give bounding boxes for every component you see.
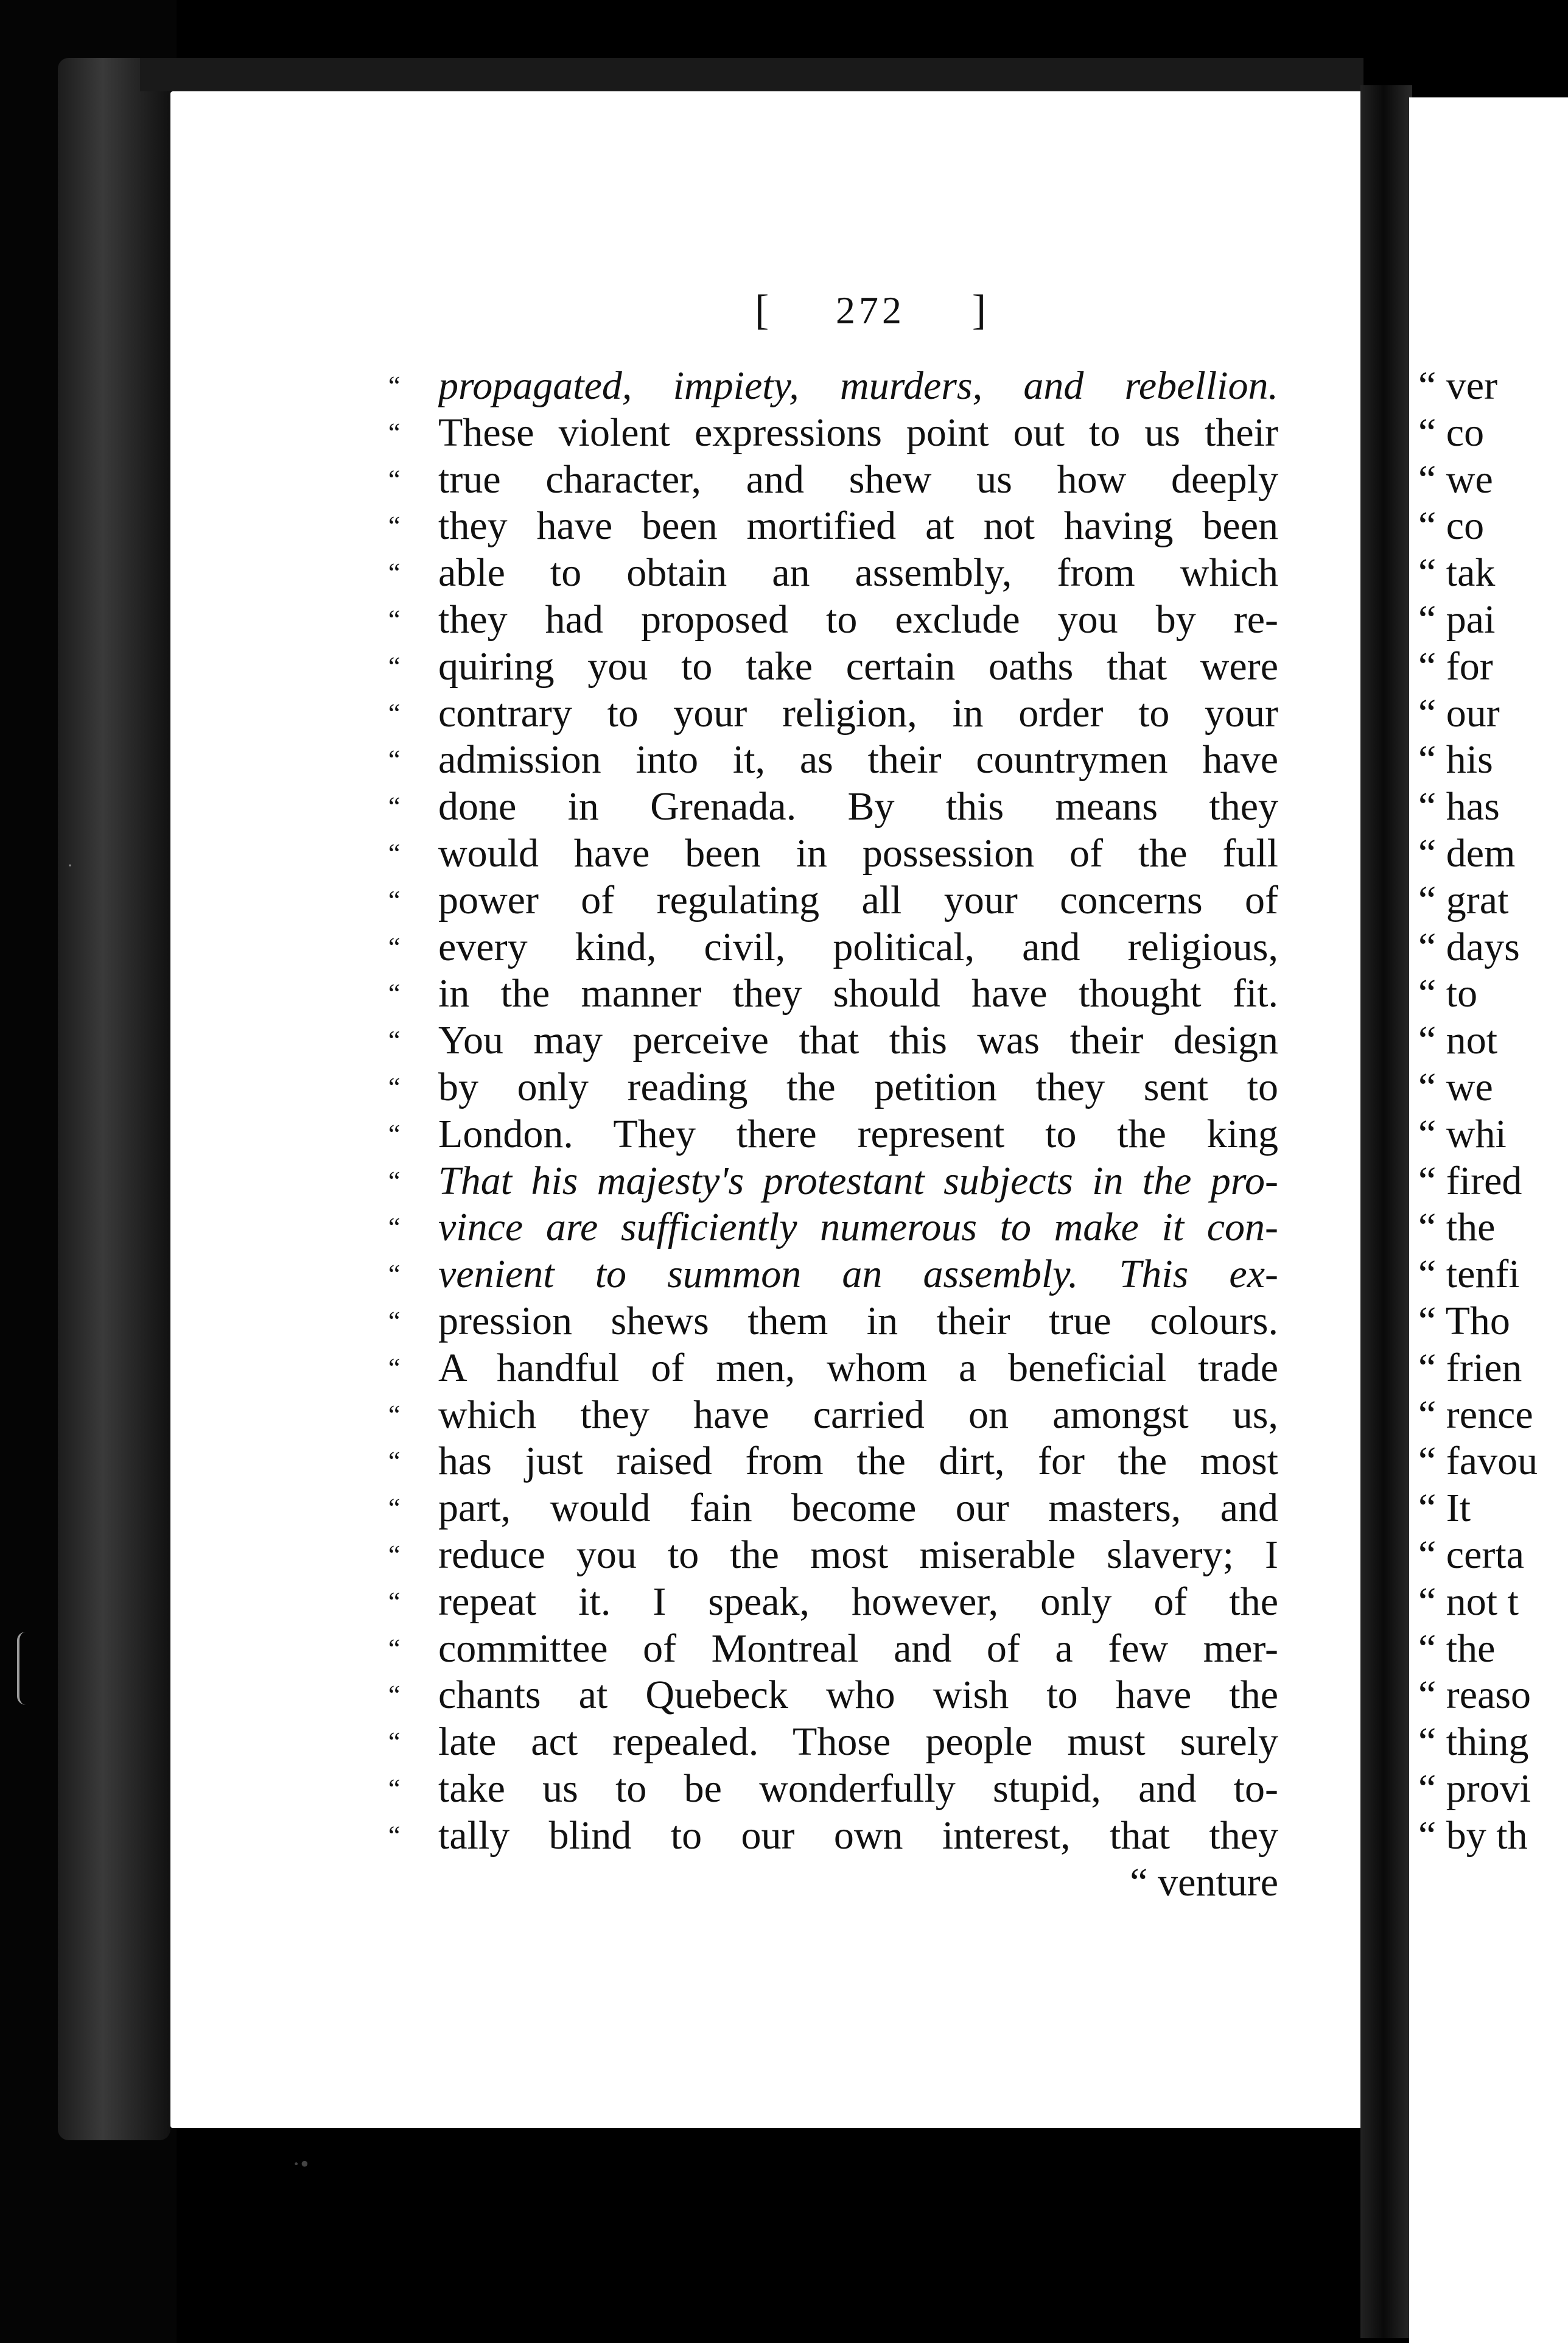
line-text: vince are sufficiently numerous to make it con- bbox=[438, 1205, 1278, 1250]
line-text: by only reading the petition they sent to bbox=[438, 1064, 1278, 1109]
text-line bbox=[388, 1298, 1278, 1345]
line-text: they had proposed to exclude you by re- bbox=[438, 597, 1278, 642]
quote-mark: “ bbox=[388, 1539, 401, 1570]
text-line bbox=[388, 784, 1278, 831]
text-line bbox=[388, 1251, 1278, 1298]
quote-mark: “ bbox=[388, 1493, 401, 1523]
quote-mark: “ bbox=[388, 1680, 401, 1710]
text-line bbox=[388, 410, 1278, 457]
line-text: would have been in possession of the full bbox=[438, 831, 1278, 876]
line-text: true character, and shew us how deeply bbox=[438, 457, 1278, 502]
quote-mark: “ bbox=[388, 698, 401, 728]
facing-text-line: “ the bbox=[1418, 1205, 1496, 1250]
text-line bbox=[388, 1158, 1278, 1205]
catchword: “ venture bbox=[1130, 1860, 1278, 1905]
text-line bbox=[388, 1392, 1278, 1439]
quote-mark: “ bbox=[388, 1165, 401, 1196]
facing-text-line: “ co bbox=[1418, 410, 1485, 455]
facing-text-line: “ we bbox=[1418, 1064, 1493, 1109]
quote-mark: “ bbox=[388, 464, 401, 494]
book-gutter bbox=[1360, 85, 1412, 2338]
line-text: You may perceive that this was their design bbox=[438, 1018, 1278, 1063]
line-text: in the manner they should have thought fit. bbox=[438, 971, 1278, 1016]
facing-text-line: “ has bbox=[1418, 784, 1500, 829]
facing-text-line: “ favou bbox=[1418, 1439, 1538, 1484]
quote-mark: “ bbox=[388, 1586, 401, 1617]
quote-mark: “ bbox=[388, 1119, 401, 1149]
line-text: That his majesty's protestant subjects in the pro- bbox=[438, 1158, 1278, 1203]
quote-mark: “ bbox=[388, 1727, 401, 1757]
margin-speck: · bbox=[67, 855, 73, 876]
quote-mark: “ bbox=[388, 792, 401, 822]
line-text: London. They there represent to the king bbox=[438, 1111, 1278, 1156]
bottom-marks: ·• bbox=[292, 2150, 309, 2177]
facing-text-line: “ thing bbox=[1418, 1719, 1529, 1765]
line-text: committee of Montreal and of a few mer- bbox=[438, 1626, 1278, 1671]
text-line bbox=[388, 737, 1278, 784]
facing-text-line: “ tak bbox=[1418, 550, 1496, 595]
line-text: admission into it, as their countrymen have bbox=[438, 737, 1278, 782]
quote-mark: “ bbox=[388, 745, 401, 775]
facing-text-line: “ tenfi bbox=[1418, 1252, 1520, 1297]
quote-mark: “ bbox=[388, 1212, 401, 1243]
text-line bbox=[388, 1579, 1278, 1626]
line-text: late act repealed. Those people must surely bbox=[438, 1719, 1278, 1765]
quote-mark: “ bbox=[388, 604, 401, 634]
catchword-line bbox=[438, 1860, 1278, 1906]
text-line bbox=[388, 690, 1278, 737]
quote-mark: “ bbox=[388, 1773, 401, 1804]
quote-mark: “ bbox=[388, 838, 401, 868]
quote-mark: “ bbox=[388, 1259, 401, 1290]
facing-text-line: “ rence bbox=[1418, 1392, 1533, 1437]
text-line bbox=[388, 363, 1278, 410]
text-line bbox=[388, 924, 1278, 971]
line-text: These violent expressions point out to us their bbox=[438, 410, 1278, 455]
text-line bbox=[388, 1438, 1278, 1485]
line-text: power of regulating all your concerns of bbox=[438, 877, 1278, 922]
text-line bbox=[388, 550, 1278, 597]
facing-text-line: “ by th bbox=[1418, 1813, 1528, 1858]
facing-text-line: “ our bbox=[1418, 690, 1500, 736]
facing-text-line: “ frien bbox=[1418, 1345, 1522, 1390]
line-text: which they have carried on amongst us, bbox=[438, 1392, 1278, 1437]
facing-text-line: “ days bbox=[1418, 924, 1520, 969]
quote-mark: “ bbox=[388, 1446, 401, 1477]
text-line bbox=[388, 1626, 1278, 1673]
facing-text-line: “ certa bbox=[1418, 1532, 1524, 1577]
line-text: every kind, civil, political, and religious, bbox=[438, 924, 1278, 969]
line-text: reduce you to the most miserable slavery; I bbox=[438, 1532, 1278, 1577]
quote-mark: “ bbox=[388, 651, 401, 681]
facing-text-line: “ to bbox=[1418, 971, 1478, 1016]
text-line bbox=[388, 1672, 1278, 1719]
facing-text-line: “ provi bbox=[1418, 1766, 1531, 1811]
line-text: pression shews them in their true colours. bbox=[438, 1298, 1278, 1343]
line-text: repeat it. I speak, however, only of the bbox=[438, 1579, 1278, 1624]
quote-mark: “ bbox=[388, 1025, 401, 1056]
quote-mark: “ bbox=[388, 511, 401, 541]
text-line bbox=[388, 503, 1278, 550]
top-page-edge bbox=[140, 58, 1363, 91]
line-text: part, would fain become our masters, and bbox=[438, 1486, 1278, 1531]
quote-mark: “ bbox=[388, 1633, 401, 1663]
facing-text-line: “ It bbox=[1418, 1486, 1471, 1531]
facing-text-line: “ grat bbox=[1418, 877, 1509, 922]
text-line bbox=[388, 971, 1278, 1017]
line-text: chants at Quebeck who wish to have the bbox=[438, 1673, 1278, 1718]
facing-text-line: “ we bbox=[1418, 457, 1493, 502]
line-text: A handful of men, whom a beneficial trade bbox=[438, 1345, 1278, 1390]
quote-mark: “ bbox=[388, 371, 401, 401]
quote-mark: “ bbox=[388, 1072, 401, 1102]
text-line bbox=[388, 1766, 1278, 1813]
text-line bbox=[388, 1532, 1278, 1579]
quote-mark: “ bbox=[388, 1352, 401, 1383]
line-text: they have been mortified at not having been bbox=[438, 504, 1278, 549]
facing-page-text bbox=[1418, 363, 1564, 1860]
line-text: take us to be wonderfully stupid, and to- bbox=[438, 1766, 1278, 1811]
page-number: 272 bbox=[836, 289, 905, 332]
text-line bbox=[388, 1204, 1278, 1251]
text-line bbox=[388, 831, 1278, 877]
facing-text-line: “ whi bbox=[1418, 1111, 1507, 1156]
facing-text-line: “ reaso bbox=[1418, 1673, 1531, 1718]
quote-mark: “ bbox=[388, 1305, 401, 1336]
text-line bbox=[388, 1064, 1278, 1111]
text-line bbox=[388, 644, 1278, 690]
text-line bbox=[388, 1111, 1278, 1158]
text-line bbox=[388, 1017, 1278, 1064]
quote-mark: “ bbox=[388, 1399, 401, 1430]
quote-mark: “ bbox=[388, 417, 401, 448]
quote-mark: “ bbox=[388, 558, 401, 588]
text-line bbox=[388, 1485, 1278, 1532]
text-line bbox=[388, 1345, 1278, 1392]
facing-text-line: “ the bbox=[1418, 1626, 1496, 1671]
line-text: quiring you to take certain oaths that were bbox=[438, 644, 1278, 689]
line-text: has just raised from the dirt, for the most bbox=[438, 1439, 1278, 1484]
facing-text-line: “ pai bbox=[1418, 597, 1496, 642]
page-block-edge bbox=[58, 58, 170, 2140]
body-text bbox=[388, 363, 1278, 1906]
quote-mark: “ bbox=[388, 978, 401, 1009]
quote-mark: “ bbox=[388, 1820, 401, 1850]
line-text: contrary to your religion, in order to your bbox=[438, 690, 1278, 736]
running-head bbox=[755, 280, 986, 341]
facing-text-line: “ fired bbox=[1418, 1158, 1522, 1203]
facing-text-line: “ his bbox=[1418, 737, 1493, 782]
bracket-open: [ bbox=[755, 287, 769, 334]
line-text: venient to summon an assembly. This ex- bbox=[438, 1252, 1278, 1297]
facing-text-line: “ not bbox=[1418, 1018, 1498, 1063]
facing-text-line: “ for bbox=[1418, 644, 1493, 689]
line-text: able to obtain an assembly, from which bbox=[438, 550, 1278, 595]
facing-text-line: “ Tho bbox=[1418, 1298, 1510, 1343]
line-text: propagated, impiety, murders, and rebellion. bbox=[438, 364, 1278, 408]
text-line bbox=[388, 1719, 1278, 1766]
text-line bbox=[388, 877, 1278, 924]
quote-mark: “ bbox=[388, 885, 401, 915]
quote-mark: “ bbox=[388, 932, 401, 962]
text-line bbox=[388, 1813, 1278, 1860]
facing-text-line: “ dem bbox=[1418, 831, 1516, 876]
bracket-close: ] bbox=[971, 287, 986, 334]
facing-text-line: “ not t bbox=[1418, 1579, 1519, 1624]
facing-text-line: “ ver bbox=[1418, 364, 1498, 408]
text-line bbox=[388, 457, 1278, 504]
facing-text-line: “ co bbox=[1418, 504, 1485, 549]
line-text: done in Grenada. By this means they bbox=[438, 784, 1278, 829]
line-text: tally blind to our own interest, that they bbox=[438, 1813, 1278, 1858]
edge-mark bbox=[17, 1632, 34, 1705]
text-line bbox=[388, 597, 1278, 644]
